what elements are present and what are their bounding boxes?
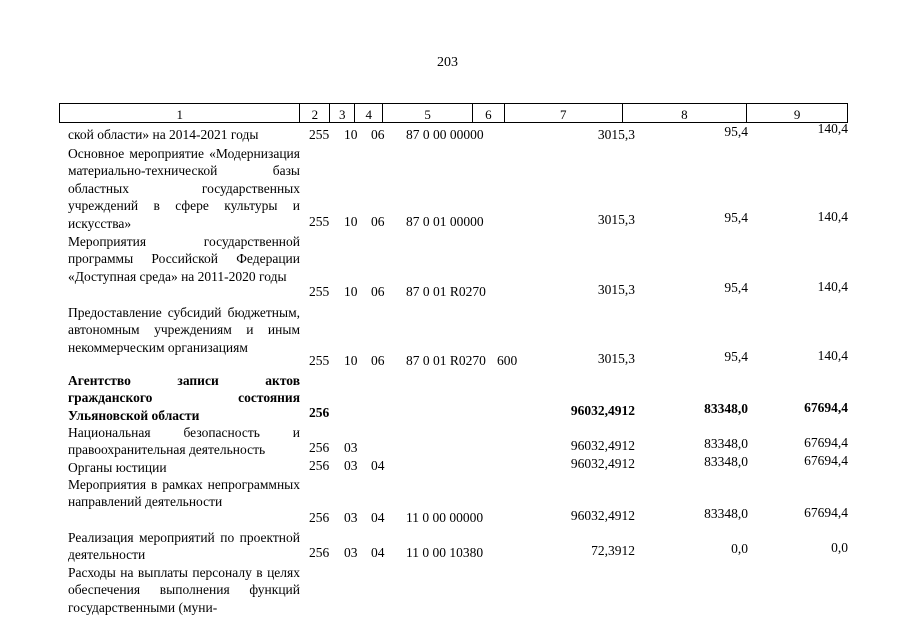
row-description: Основное мероприятие «Модернизация материально-технической базы областных государственных учреждений в сфере культуры и искусства» bbox=[68, 146, 300, 231]
header-col-3: 3 bbox=[330, 104, 355, 122]
cell-admin-code: 255 bbox=[309, 284, 330, 299]
cell-amount-col8: 95,4 bbox=[724, 124, 748, 139]
cell-subsection: 04 bbox=[371, 458, 385, 473]
row-description: Предоставление субсидий бюджетным, автономным учреждениям и иным некоммерческим организациям bbox=[68, 305, 300, 355]
cell-target-article: 11 0 00 00000 bbox=[406, 510, 484, 525]
page-number: 203 bbox=[437, 55, 458, 70]
cell-subsection: 04 bbox=[371, 545, 385, 560]
cell-target-article: 11 0 00 10380 bbox=[406, 545, 484, 560]
cell-amount-col7: 96032,4912 bbox=[570, 403, 635, 418]
cell-section: 10 bbox=[344, 353, 358, 368]
cell-admin-code: 256 bbox=[309, 458, 330, 473]
cell-amount-col8: 95,4 bbox=[724, 349, 748, 364]
row-description: Агентство записи актов гражданского состояния Ульяновской области bbox=[68, 373, 300, 423]
cell-section: 10 bbox=[344, 127, 358, 142]
row-description: Расходы на выплаты персоналу в целях обеспечения выполнения функций государственными (муни- bbox=[68, 565, 300, 615]
cell-amount-col7: 3015,3 bbox=[597, 212, 635, 227]
cell-amount-col9: 67694,4 bbox=[804, 435, 848, 450]
row-description: Мероприятия в рамках непрограммных направлений деятельности bbox=[68, 477, 300, 510]
cell-amount-col9: 140,4 bbox=[817, 348, 848, 363]
cell-amount-col7: 96032,4912 bbox=[570, 438, 635, 453]
cell-amount-col8: 83348,0 bbox=[704, 436, 748, 451]
cell-amount-col8: 95,4 bbox=[724, 280, 748, 295]
row-description: ской области» на 2014-2021 годы bbox=[68, 127, 259, 142]
cell-amount-col8: 83348,0 bbox=[704, 506, 748, 521]
header-col-4: 4 bbox=[355, 104, 383, 122]
cell-target-article: 87 0 01 00000 bbox=[406, 214, 484, 229]
cell-amount-col9: 140,4 bbox=[817, 279, 848, 294]
row-description: Национальная безопасность и правоохранительная деятельность bbox=[68, 425, 300, 458]
row-description: Органы юстиции bbox=[68, 460, 167, 475]
cell-amount-col7: 3015,3 bbox=[597, 351, 635, 366]
header-col-7: 7 bbox=[505, 104, 623, 122]
cell-admin-code: 256 bbox=[309, 405, 330, 420]
cell-target-article: 87 0 00 00000 bbox=[406, 127, 484, 142]
cell-target-article: 87 0 01 R0270 bbox=[406, 284, 486, 299]
cell-amount-col7: 96032,4912 bbox=[570, 456, 635, 471]
cell-target-article: 87 0 01 R0270 bbox=[406, 353, 486, 368]
cell-amount-col7: 3015,3 bbox=[597, 127, 635, 142]
cell-admin-code: 255 bbox=[309, 214, 330, 229]
header-col-6: 6 bbox=[473, 104, 505, 122]
cell-subsection: 06 bbox=[371, 284, 385, 299]
cell-amount-col7: 72,3912 bbox=[591, 543, 635, 558]
cell-amount-col9: 67694,4 bbox=[804, 505, 848, 520]
header-col-8: 8 bbox=[623, 104, 748, 122]
cell-section: 10 bbox=[344, 214, 358, 229]
cell-admin-code: 255 bbox=[309, 127, 330, 142]
cell-subsection: 06 bbox=[371, 127, 385, 142]
cell-subsection: 04 bbox=[371, 510, 385, 525]
cell-amount-col9: 140,4 bbox=[817, 209, 848, 224]
cell-admin-code: 256 bbox=[309, 440, 330, 455]
cell-amount-col7: 3015,3 bbox=[597, 282, 635, 297]
row-description: Реализация мероприятий по проектной деятельности bbox=[68, 530, 300, 563]
cell-amount-col9: 67694,4 bbox=[804, 453, 848, 468]
cell-amount-col8: 83348,0 bbox=[704, 454, 748, 469]
cell-admin-code: 256 bbox=[309, 545, 330, 560]
header-col-5: 5 bbox=[383, 104, 473, 122]
cell-section: 03 bbox=[344, 440, 358, 455]
cell-subsection: 06 bbox=[371, 353, 385, 368]
cell-amount-col8: 0,0 bbox=[731, 541, 748, 556]
cell-subsection: 06 bbox=[371, 214, 385, 229]
header-col-1: 1 bbox=[60, 104, 300, 122]
cell-amount-col8: 95,4 bbox=[724, 210, 748, 225]
cell-amount-col9: 67694,4 bbox=[804, 400, 848, 415]
cell-section: 03 bbox=[344, 458, 358, 473]
cell-amount-col7: 96032,4912 bbox=[570, 508, 635, 523]
row-description: Мероприятия государственной программы Российской Федерации «Доступная среда» на 2011-2020 годы bbox=[68, 234, 300, 284]
cell-admin-code: 255 bbox=[309, 353, 330, 368]
cell-section: 03 bbox=[344, 545, 358, 560]
cell-amount-col8: 83348,0 bbox=[704, 401, 748, 416]
cell-section: 10 bbox=[344, 284, 358, 299]
cell-amount-col9: 0,0 bbox=[831, 540, 848, 555]
cell-admin-code: 256 bbox=[309, 510, 330, 525]
cell-section: 03 bbox=[344, 510, 358, 525]
table-header bbox=[59, 103, 848, 123]
cell-expense-type: 600 bbox=[497, 353, 518, 368]
header-col-9: 9 bbox=[793, 107, 801, 122]
header-col-2: 2 bbox=[300, 104, 330, 122]
cell-amount-col9: 140,4 bbox=[817, 121, 848, 136]
